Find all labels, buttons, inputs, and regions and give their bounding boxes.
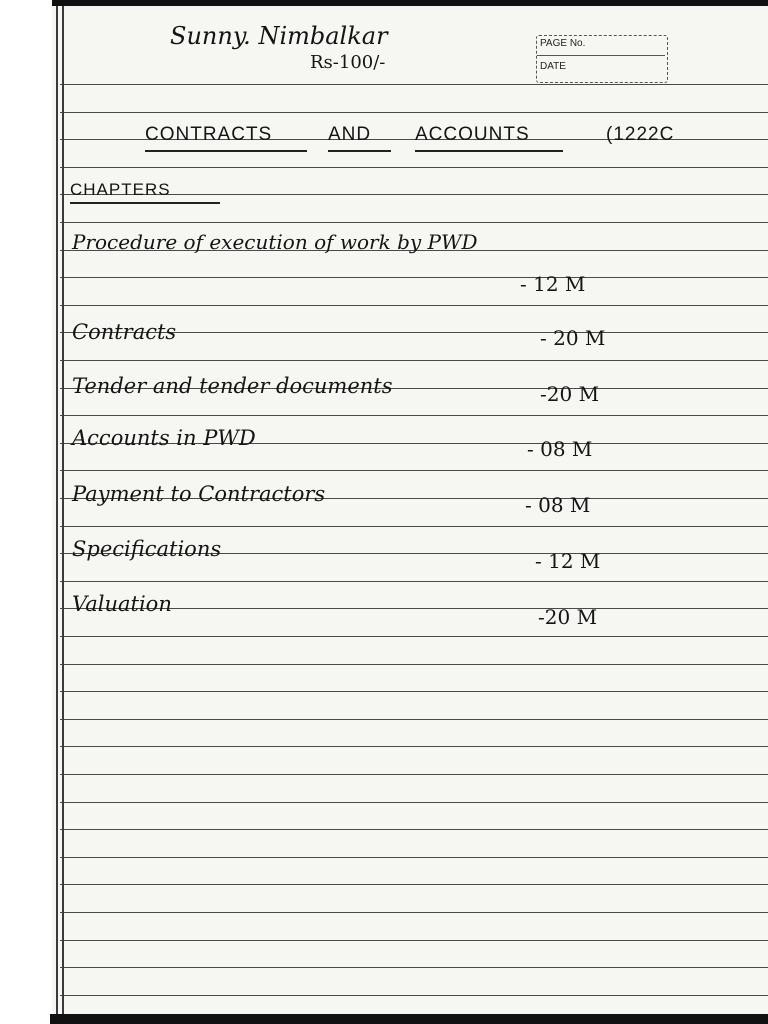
ruled-line bbox=[60, 664, 768, 665]
ruled-line bbox=[60, 857, 768, 858]
ruled-line bbox=[60, 112, 768, 113]
ruled-line bbox=[60, 995, 768, 996]
ruled-line bbox=[60, 360, 768, 361]
author-name: Sunny. Nimbalkar bbox=[170, 22, 388, 50]
price-note: Rs-100/- bbox=[310, 52, 386, 73]
title-underline bbox=[415, 150, 563, 152]
ruled-line bbox=[60, 581, 768, 582]
chapter-marks: - 12 M bbox=[535, 549, 601, 573]
chapter-topic: Specifications bbox=[72, 537, 222, 561]
title-underline bbox=[328, 150, 391, 152]
page-no-label: PAGE No. bbox=[540, 38, 586, 49]
chapter-topic: Contracts bbox=[72, 320, 177, 344]
chapter-marks: - 08 M bbox=[525, 493, 591, 517]
chapter-topic: Payment to Contractors bbox=[72, 482, 326, 506]
title-underline bbox=[145, 150, 307, 152]
ruled-line bbox=[60, 719, 768, 720]
ruled-line bbox=[60, 746, 768, 747]
ruled-line bbox=[60, 167, 768, 168]
margin-line bbox=[62, 6, 64, 1014]
page-no-line bbox=[537, 55, 665, 56]
ruled-line bbox=[60, 802, 768, 803]
ruled-line bbox=[60, 305, 768, 306]
ruled-line bbox=[60, 884, 768, 885]
date-label: DATE bbox=[540, 61, 566, 72]
chapters-underline bbox=[70, 202, 220, 204]
chapter-topic: Valuation bbox=[72, 592, 172, 616]
chapter-marks: -20 M bbox=[538, 605, 598, 629]
margin-line bbox=[56, 6, 58, 1014]
ruled-line bbox=[60, 526, 768, 527]
ruled-line bbox=[60, 84, 768, 85]
ruled-line bbox=[60, 415, 768, 416]
chapter-marks: -20 M bbox=[540, 382, 600, 406]
ruled-line bbox=[60, 277, 768, 278]
ruled-line bbox=[60, 940, 768, 941]
course-code: (1222C bbox=[606, 124, 675, 145]
chapter-topic: Procedure of execution of work by PWD bbox=[72, 230, 478, 254]
chapters-heading: CHAPTERS bbox=[70, 180, 171, 199]
title-contracts: CONTRACTS bbox=[145, 124, 273, 145]
ruled-line bbox=[60, 636, 768, 637]
ruled-line bbox=[60, 222, 768, 223]
scan-bottom-edge bbox=[50, 1014, 768, 1024]
ruled-line bbox=[60, 829, 768, 830]
title-accounts: ACCOUNTS bbox=[415, 124, 530, 145]
chapter-topic: Accounts in PWD bbox=[72, 426, 256, 450]
chapter-marks: - 20 M bbox=[540, 326, 606, 350]
chapter-marks: - 08 M bbox=[527, 437, 593, 461]
ruled-line bbox=[60, 691, 768, 692]
chapter-marks: - 12 M bbox=[520, 272, 586, 296]
ruled-line bbox=[60, 912, 768, 913]
ruled-line bbox=[60, 967, 768, 968]
title-and: AND bbox=[328, 124, 372, 145]
chapter-topic: Tender and tender documents bbox=[72, 374, 393, 398]
ruled-line bbox=[60, 774, 768, 775]
scan-left-margin bbox=[0, 0, 52, 1024]
ruled-line bbox=[60, 470, 768, 471]
scan-top-edge bbox=[0, 0, 768, 6]
